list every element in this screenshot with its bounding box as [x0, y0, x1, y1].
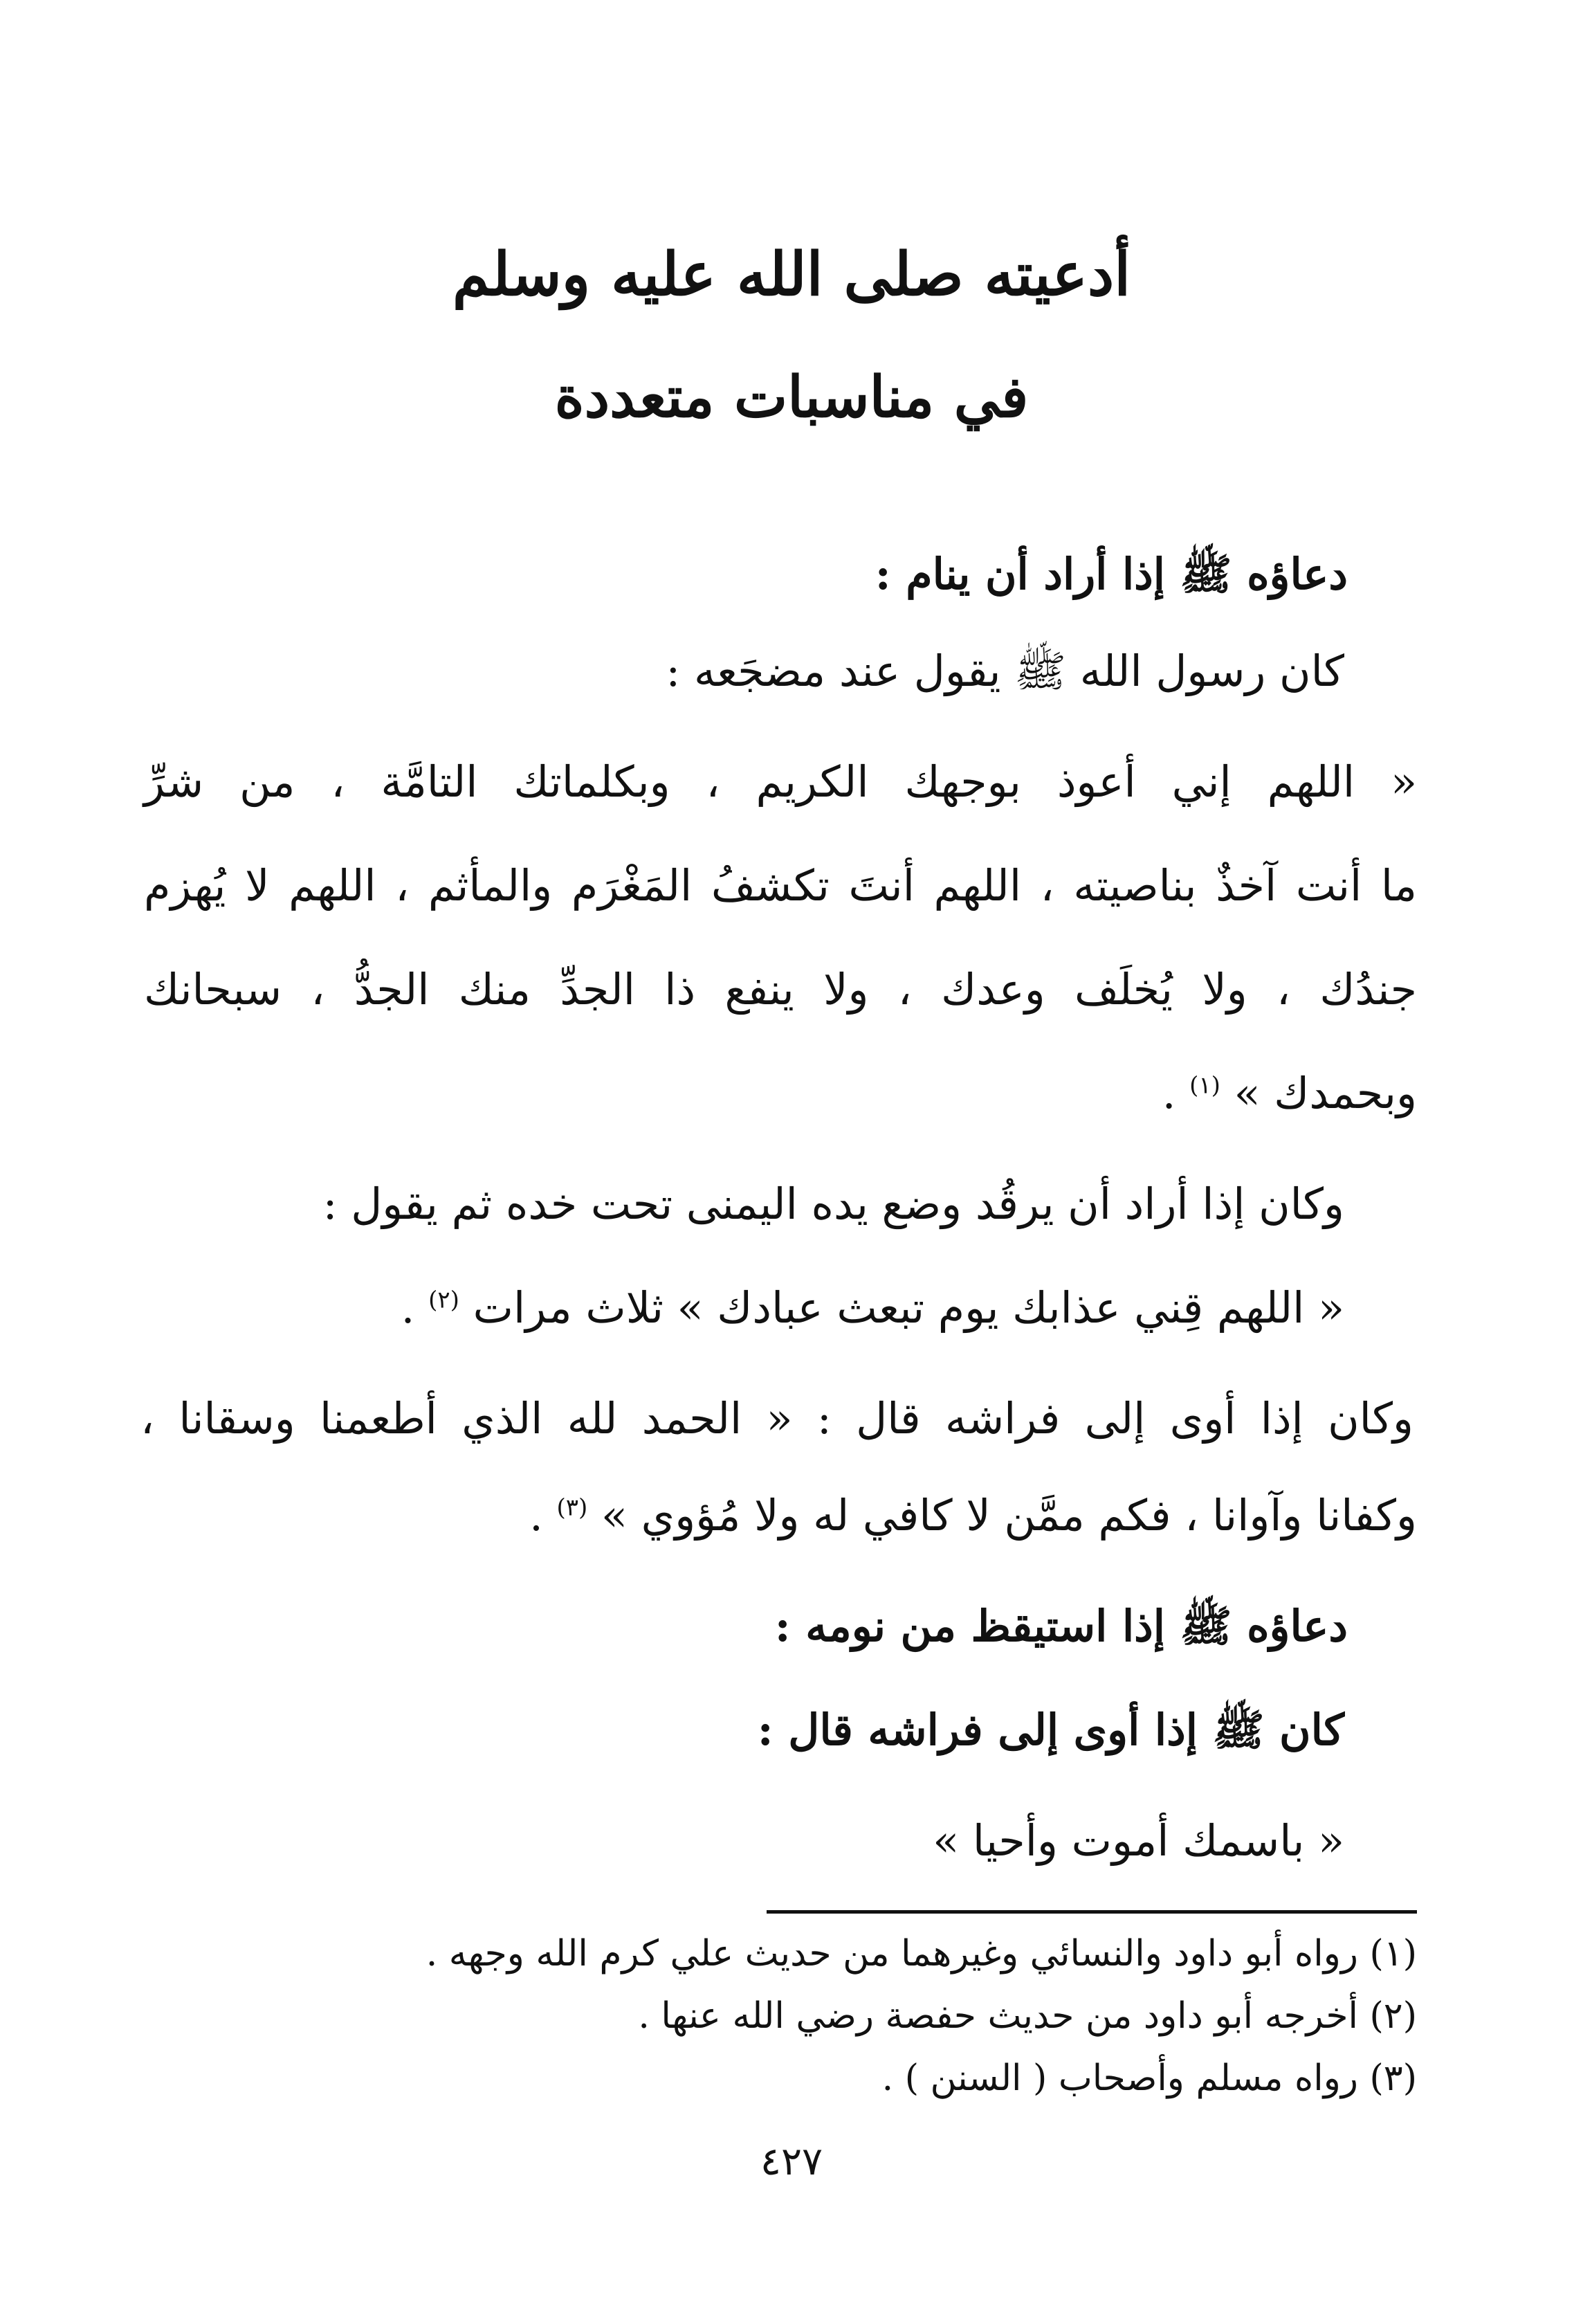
footnote-3: (٣) رواه مسلم وأصحاب ( السنن ) .: [881, 2058, 1417, 2099]
page-subtitle: في مناسبات متعددة: [554, 364, 1029, 430]
section-intro-wake: كان ﷺ إذا أوى إلى فراشه قال :: [757, 1705, 1344, 1755]
footnote-1: (١) رواه أبو داود والنسائي وغيرهما من حديث علي كرم الله وجهه .: [426, 1933, 1417, 1975]
footnote-2: (٢) أخرجه أبو داود من حديث حفصة رضي الله عنها .: [638, 1995, 1417, 2037]
hadith-line-4: [144, 1066, 1417, 1122]
paragraph-3-line-2: [144, 1488, 1417, 1544]
section-quote-wake: « باسمك أموت وأحيا »: [933, 1815, 1344, 1866]
hadith-line-1: « اللهم إني أعوذ بوجهك الكريم ، وبكلماتك التامَّة ، من شرِّ: [144, 756, 1417, 807]
section-intro-sleep: كان رسول الله ﷺ يقول عند مضجَعه :: [666, 646, 1344, 696]
paragraph-2-line-1: وكان إذا أراد أن يرقُد وضع يده اليمنى تحت خده ثم يقول :: [322, 1179, 1344, 1229]
paragraph-3-line-2-text: وكفانا وآوانا ، فكم ممَّن لا كافي له ولا مُؤوي »: [601, 1490, 1417, 1541]
hadith-line-4-end: .: [1162, 1068, 1176, 1118]
paragraph-3-line-2-end: .: [529, 1490, 543, 1541]
footnote-ref-1: (١): [1189, 1071, 1220, 1100]
paragraph-2-line-2: [168, 1280, 1344, 1336]
footnote-divider: [767, 1910, 1417, 1914]
paragraph-3-line-1: وكان إذا أوى إلى فراشه قال : « الحمد لله الذي أطعمنا وسقانا ،: [140, 1393, 1413, 1444]
hadith-line-4-text: وبحمدك »: [1234, 1068, 1417, 1118]
paragraph-2-line-2-end: .: [401, 1282, 415, 1333]
page-title: أدعيته صلى الله عليه وسلم: [452, 239, 1131, 309]
hadith-line-3: جندُك ، ولا يُخلَف وعدك ، ولا ينفع ذا الجدِّ منك الجدُّ ، سبحانك: [144, 964, 1417, 1015]
footnote-ref-3: (٣): [556, 1494, 588, 1522]
section-heading-wake: دعاؤه ﷺ إذا استيقظ من نومه :: [774, 1601, 1348, 1651]
paragraph-2-line-2-text: « اللهم قِني عذابك يوم تبعث عبادك » ثلاث مرات: [473, 1282, 1344, 1333]
section-heading-sleep: دعاؤه ﷺ إذا أراد أن ينام :: [875, 549, 1348, 599]
hadith-line-2: ما أنت آخذٌ بناصيته ، اللهم أنتَ تكشفُ المَغْرَم والمأثم ، اللهم لا يُهزم: [144, 860, 1417, 911]
page-number: ٤٢٧: [760, 2139, 823, 2184]
footnote-ref-2: (٢): [428, 1286, 459, 1314]
